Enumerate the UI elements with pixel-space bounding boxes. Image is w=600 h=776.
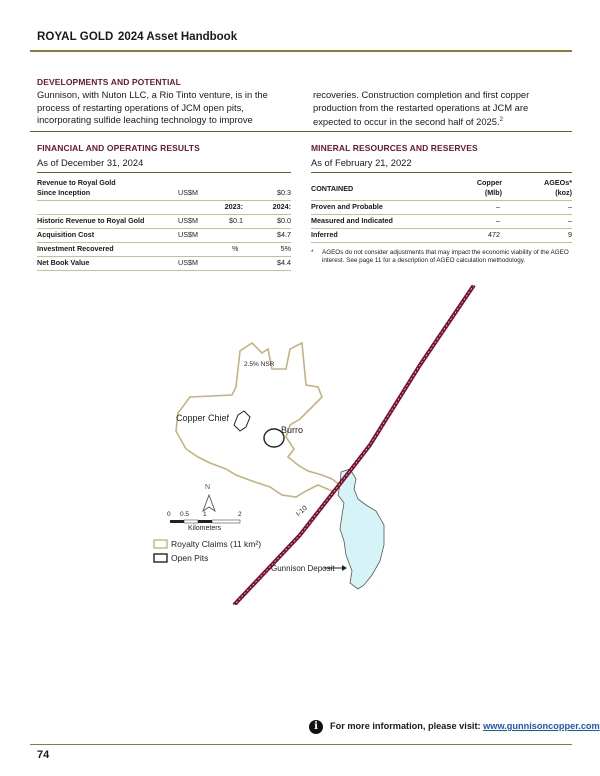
- legend-pits-label: Open Pits: [171, 553, 209, 563]
- year-header-2023: 2023:: [224, 202, 243, 211]
- row-value: 5%: [280, 244, 291, 253]
- legend-pits-swatch: [154, 554, 167, 562]
- row-label: Proven and Probable: [311, 202, 383, 211]
- gunnison-deposit-label: Gunnison Deposit: [271, 564, 335, 573]
- col-copper-unit: (Mlb): [484, 188, 502, 197]
- header-divider: [30, 50, 572, 52]
- footer-divider: [30, 744, 572, 745]
- scale-bar: [170, 520, 240, 523]
- developments-line: incorporating sulfide leaching technology to improve: [37, 114, 253, 125]
- col-copper: Copper: [476, 178, 502, 187]
- row-ageo: 9: [568, 230, 572, 239]
- property-map: [0, 285, 600, 605]
- section-divider: [30, 131, 572, 132]
- footnote-mark: *: [311, 249, 314, 256]
- burro-label: Burro: [281, 425, 304, 435]
- table-row: [37, 201, 291, 215]
- table-row: [311, 201, 572, 215]
- north-arrow-icon: [203, 495, 215, 511]
- scale-tick: 0.5: [180, 511, 190, 518]
- reserves-rule: [311, 172, 572, 173]
- row-unit: US$M: [178, 258, 198, 267]
- row-copper: –: [496, 216, 500, 225]
- developments-left-column: [37, 89, 287, 127]
- row-ageo: –: [568, 202, 572, 211]
- website-link[interactable]: www.gunnisoncopper.com: [483, 721, 600, 731]
- legend-claims-label: Royalty Claims (11 km²): [171, 539, 262, 549]
- row-label: Measured and Indicated: [311, 216, 393, 225]
- row-label: Acquisition Cost: [37, 230, 95, 239]
- financial-rule: [37, 172, 291, 173]
- row-value-2023: $0.1: [229, 216, 243, 225]
- row-unit: %: [232, 244, 239, 253]
- row-ageo: –: [568, 216, 572, 225]
- col-ageo-unit: (koz): [555, 188, 572, 197]
- row-copper: 472: [488, 230, 500, 239]
- row-label: Inferred: [311, 230, 338, 239]
- developments-line: recoveries. Construction completion and first copper: [313, 89, 530, 100]
- info-text: [330, 721, 600, 731]
- reserves-heading: MINERAL RESOURCES AND RESERVES: [311, 143, 478, 153]
- row-label: Investment Recovered: [37, 244, 114, 253]
- gunnison-deposit-area: [338, 469, 384, 589]
- year-header-2024: 2024:: [272, 202, 291, 211]
- north-label: N: [205, 484, 211, 491]
- footnote-line: AGEOs do not consider adjustments that may impact the economic viability of the AGEO: [322, 249, 569, 256]
- scale-unit: Kilometers: [188, 525, 222, 532]
- reserves-as-of: As of February 21, 2022: [311, 157, 412, 168]
- row-copper: –: [496, 202, 500, 211]
- row-unit: US$M: [178, 188, 198, 197]
- table-row: [37, 257, 291, 271]
- scale-tick: 0: [167, 511, 171, 518]
- table-row: [311, 215, 572, 229]
- info-icon: i: [309, 720, 323, 734]
- row-unit: US$M: [178, 230, 198, 239]
- row-value: $0.3: [277, 188, 291, 197]
- developments-line: production from the restarted operations at JCM are: [313, 101, 529, 113]
- developments-heading: DEVELOPMENTS AND POTENTIAL: [37, 77, 181, 87]
- brand-name: ROYAL GOLD: [37, 31, 114, 43]
- developments-line: process of restarting operations of JCM open pits,: [37, 101, 244, 113]
- scale-tick: 1: [203, 511, 207, 518]
- table-row: [37, 215, 291, 229]
- row-label: Historic Revenue to Royal Gold: [37, 216, 145, 225]
- developments-right-column: [313, 89, 573, 129]
- footnote-superscript: 2: [499, 117, 503, 123]
- footnote-line: interest. See page 11 for a description of AGEO calculation methodology.: [322, 257, 526, 265]
- financial-as-of: As of December 31, 2024: [37, 157, 144, 168]
- table-header-row: [311, 175, 572, 201]
- row-label: Net Book Value: [37, 258, 90, 267]
- row-label: Revenue to Royal Gold: [37, 178, 116, 187]
- copper-chief-label: Copper Chief: [176, 413, 230, 423]
- table-row: [37, 175, 291, 201]
- row-value: $4.4: [277, 258, 291, 267]
- row-label-2: Since Inception: [37, 188, 91, 197]
- financial-heading: FINANCIAL AND OPERATING RESULTS: [37, 143, 200, 153]
- copper-chief-pit: [234, 411, 250, 431]
- page-number: 74: [37, 749, 50, 761]
- nsr-label: 2.5% NSR: [244, 361, 275, 368]
- scale-tick: 2: [238, 511, 242, 518]
- document-title: 2024 Asset Handbook: [118, 31, 238, 43]
- table-row: [311, 229, 572, 243]
- gunnison-arrow-head: [342, 565, 347, 571]
- reserves-footnote: [311, 249, 572, 265]
- col-contained: CONTAINED: [311, 184, 354, 193]
- table-row: [37, 229, 291, 243]
- col-ageo: AGEOs*: [544, 178, 572, 187]
- developments-line: Gunnison, with Nuton LLC, a Rio Tinto venture, is in the: [37, 89, 268, 100]
- row-value: $4.7: [277, 230, 291, 239]
- highway-label: I-10: [295, 504, 309, 519]
- legend-claims-swatch: [154, 540, 167, 548]
- info-prefix: For more information, please visit:: [330, 721, 484, 731]
- table-row: [37, 243, 291, 257]
- row-unit: US$M: [178, 216, 198, 225]
- row-value-2024: $0.0: [277, 216, 291, 225]
- developments-line: expected to occur in the second half of 2025.$^2$: [313, 116, 503, 128]
